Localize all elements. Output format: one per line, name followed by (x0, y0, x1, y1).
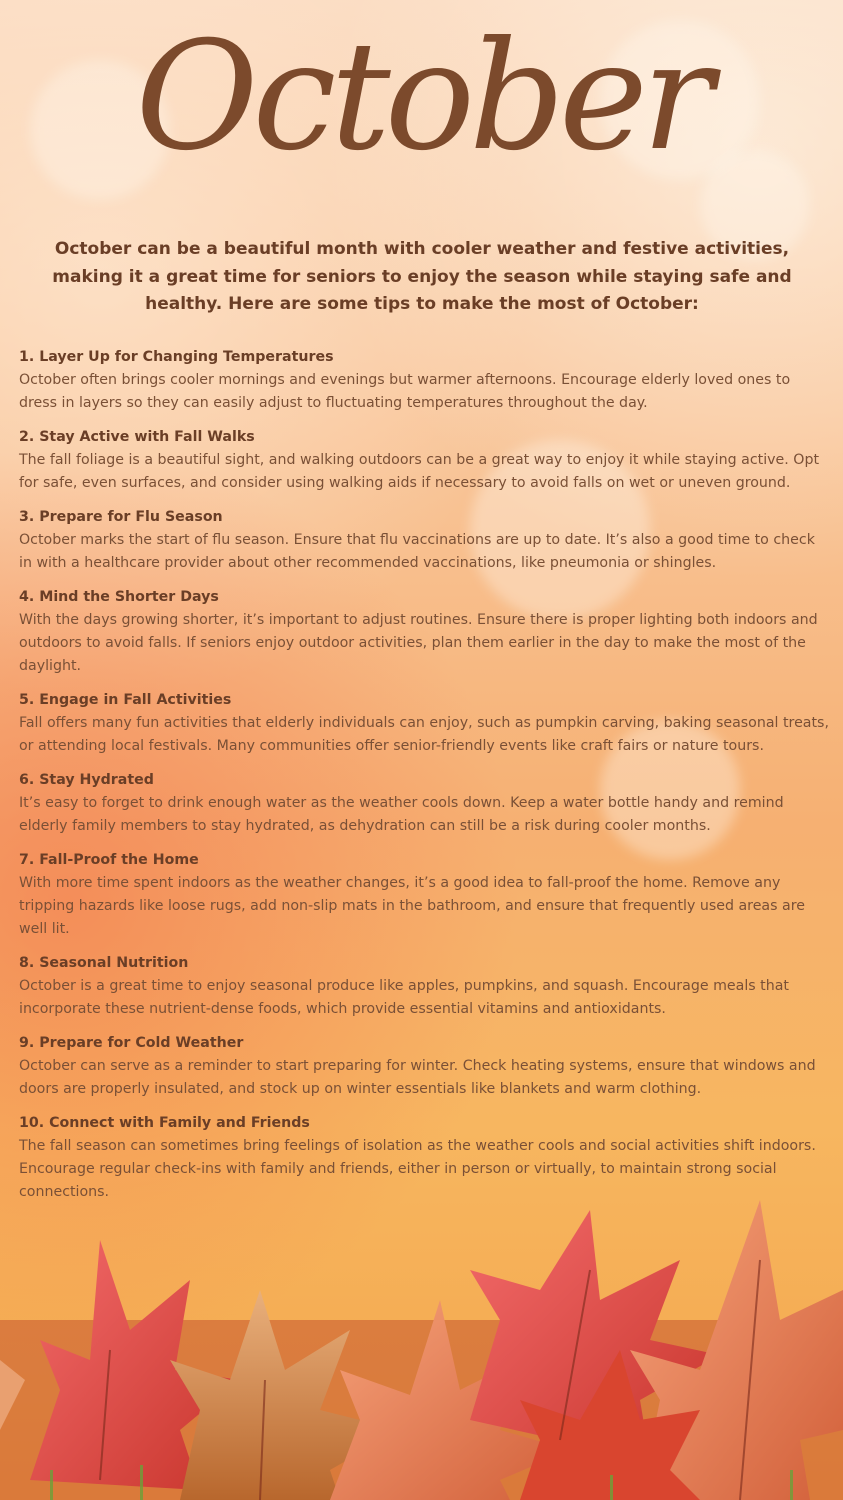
tip-body: October often brings cooler mornings and evenings but warmer afternoons. Encourage elderly loved ones to dress in layers so they can easily adjust to fluctuating temperatures throughout the day. (19, 372, 791, 411)
tip-body: October is a great time to enjoy seasonal produce like apples, pumpkins, and squash. Encourage meals that incorporate these nutrient-dense foods, which provide essential vitamins and antioxidants. (19, 978, 789, 1017)
tip-body: October can serve as a reminder to start preparing for winter. Check heating systems, ensure that windows and doors are properly insulated, and stock up on winter essentials like blankets and warm clothing. (19, 1058, 816, 1097)
tip-item (19, 952, 829, 1021)
tip-heading: 7. Fall-Proof the Home (19, 852, 199, 868)
tip-body: With more time spent indoors as the weather changes, it’s a good idea to fall-proof the home. Remove any tripping hazards like loose rugs, add non-slip mats in the bathroom, and ensure that frequently used areas are well lit. (19, 875, 805, 937)
tip-body: October marks the start of flu season. Ensure that flu vaccinations are up to date. It’s also a good time to check in with a healthcare provider about other recommended vaccinations, like pneumonia or shingles. (19, 532, 815, 571)
tip-item (19, 346, 829, 415)
tip-heading: 4. Mind the Shorter Days (19, 589, 219, 605)
tip-heading: 8. Seasonal Nutrition (19, 955, 189, 971)
tip-body: Fall offers many fun activities that elderly individuals can enjoy, such as pumpkin carving, baking seasonal treats, or attending local festivals. Many communities offer senior-friendly events like craft fairs or nature tours. (19, 715, 829, 754)
tip-body: With the days growing shorter, it’s important to adjust routines. Ensure there is proper lighting both indoors and outdoors to avoid falls. If seniors enjoy outdoor activities, plan them earlier in the day to make the most of the daylight. (19, 612, 818, 674)
page-title: October (135, 10, 708, 184)
tip-item (19, 769, 829, 838)
tip-item (19, 426, 829, 495)
tip-heading: 10. Connect with Family and Friends (19, 1115, 310, 1131)
tip-body: The fall foliage is a beautiful sight, and walking outdoors can be a great way to enjoy it while staying active. Opt for safe, even surfaces, and consider using walking aids if necessary to avoid falls on wet or uneven ground. (19, 452, 820, 491)
tip-heading: 3. Prepare for Flu Season (19, 509, 223, 525)
tip-heading: 6. Stay Hydrated (19, 772, 154, 788)
tip-heading: 5. Engage in Fall Activities (19, 692, 232, 708)
tip-item (19, 1032, 829, 1101)
tip-item (19, 849, 829, 941)
autumn-leaves-illustration (0, 1180, 843, 1500)
tip-heading: 9. Prepare for Cold Weather (19, 1035, 244, 1051)
intro-paragraph: October can be a beautiful month with cooler weather and festive activities, making it a great time for seniors to enjoy the season while staying safe and healthy. Here are some tips to make the most of October: (52, 239, 792, 314)
tip-item (19, 586, 829, 678)
tip-item (19, 689, 829, 758)
tips-list (19, 346, 829, 1215)
tip-body: The fall season can sometimes bring feelings of isolation as the weather cools and social activities shift indoors. Encourage regular check-ins with family and friends, either in person or virtually, to maintain strong social connections. (19, 1138, 816, 1200)
tip-item (19, 506, 829, 575)
tip-heading: 1. Layer Up for Changing Temperatures (19, 349, 334, 365)
tip-heading: 2. Stay Active with Fall Walks (19, 429, 255, 445)
tip-body: It’s easy to forget to drink enough water as the weather cools down. Keep a water bottle handy and remind elderly family members to stay hydrated, as dehydration can still be a risk during cooler months. (19, 795, 784, 834)
